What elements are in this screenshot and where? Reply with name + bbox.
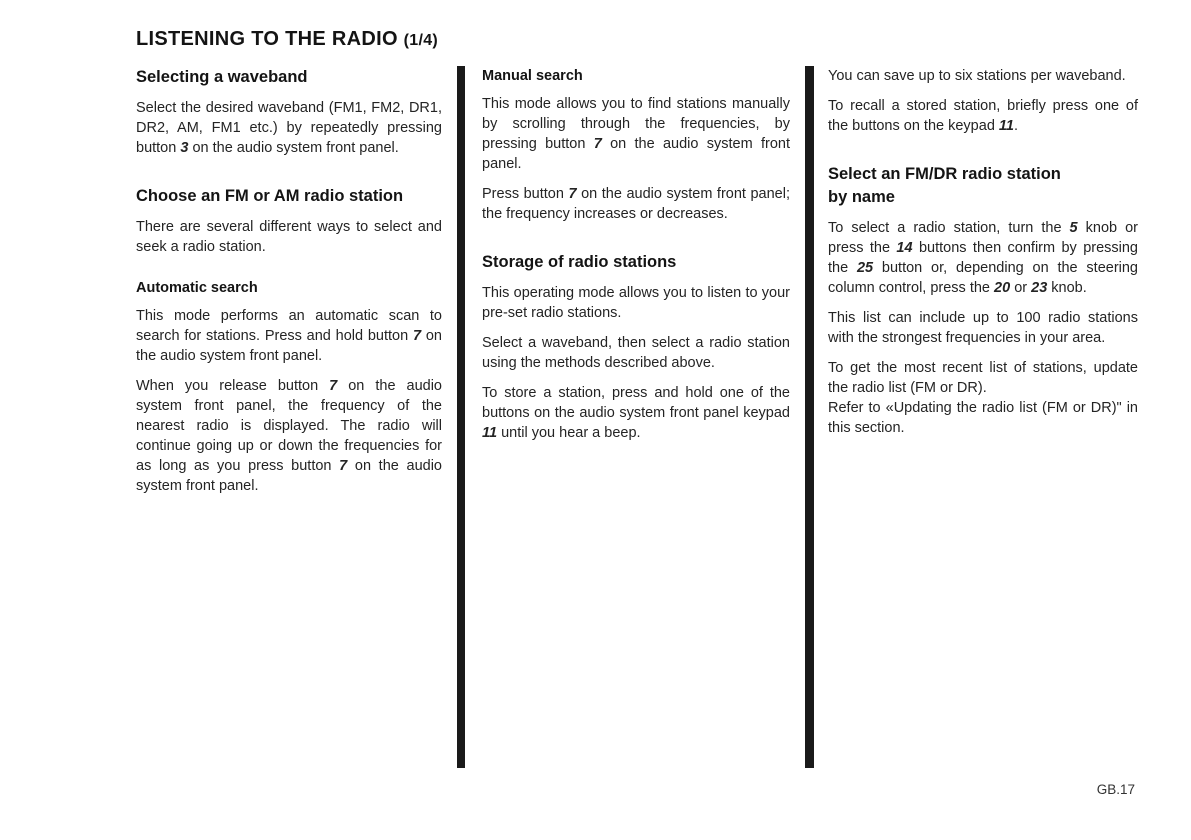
- paragraph-storage-2: Select a waveband, then select a radio station using the methods described above.: [482, 335, 790, 371]
- page-number: GB.17: [1096, 782, 1135, 797]
- column-divider-1: [457, 66, 465, 768]
- heading-select-by-name: Select an FM/DR radio station by name: [828, 165, 1061, 206]
- heading-selecting-waveband: Selecting a waveband: [136, 68, 308, 86]
- paragraph-recall-station: To recall a stored station, briefly press one of the buttons on the keypad 11.: [828, 98, 1138, 134]
- paragraph-selecting-waveband: Select the desired waveband (FM1, FM2, DR1, DR2, AM, FM1 etc.) by repeatedly pressing button 3 on the audio system front panel.: [136, 100, 442, 156]
- column-left: [136, 66, 442, 506]
- paragraph-manual-search-2: Press button 7 on the audio system front panel; the frequency increases or decreases.: [482, 186, 790, 222]
- column-middle: [482, 66, 790, 453]
- paragraph-storage-1: This operating mode allows you to listen to your pre-set radio stations.: [482, 285, 790, 321]
- paragraph-manual-search-1: This mode allows you to find stations manually by scrolling through the frequencies, by pressing button 7 on the audio system front panel.: [482, 96, 790, 172]
- paragraph-automatic-search-1: This mode performs an automatic scan to search for stations. Press and hold button 7 on the audio system front panel.: [136, 308, 442, 364]
- paragraph-select-by-name-1: To select a radio station, turn the 5 knob or press the 14 buttons then confirm by pressing the 25 button or, depending on the steering column control, press the 20 or 23 knob.: [828, 220, 1138, 296]
- heading-storage-radio-stations: Storage of radio stations: [482, 253, 677, 271]
- page-title-suffix: (1/4): [403, 32, 439, 49]
- page-title: [136, 26, 438, 54]
- subheading-automatic-search: Automatic search: [136, 280, 258, 296]
- paragraph-select-by-name-2: This list can include up to 100 radio stations with the strongest frequencies in your area.: [828, 310, 1138, 346]
- paragraph-choose-fm-am: There are several different ways to select and seek a radio station.: [136, 219, 442, 255]
- paragraph-automatic-search-2: When you release button 7 on the audio system front panel, the frequency of the nearest radio is displayed. The radio will continue going up or down the frequencies for as long as you press button 7 on the audio system front panel.: [136, 378, 442, 494]
- heading-choose-fm-am: Choose an FM or AM radio station: [136, 187, 404, 205]
- paragraph-save-stations: You can save up to six stations per waveband.: [828, 68, 1126, 84]
- paragraph-select-by-name-3: To get the most recent list of stations, update the radio list (FM or DR). Refer to «Updating the radio list (FM or DR)" in this section.: [828, 360, 1138, 436]
- column-right: [828, 66, 1138, 448]
- paragraph-storage-3: To store a station, press and hold one of the buttons on the audio system front panel keypad 11 until you hear a beep.: [482, 385, 790, 441]
- column-divider-2: [805, 66, 814, 768]
- subheading-manual-search: Manual search: [482, 68, 583, 84]
- page-title-text: LISTENING TO THE RADIO: [136, 28, 404, 50]
